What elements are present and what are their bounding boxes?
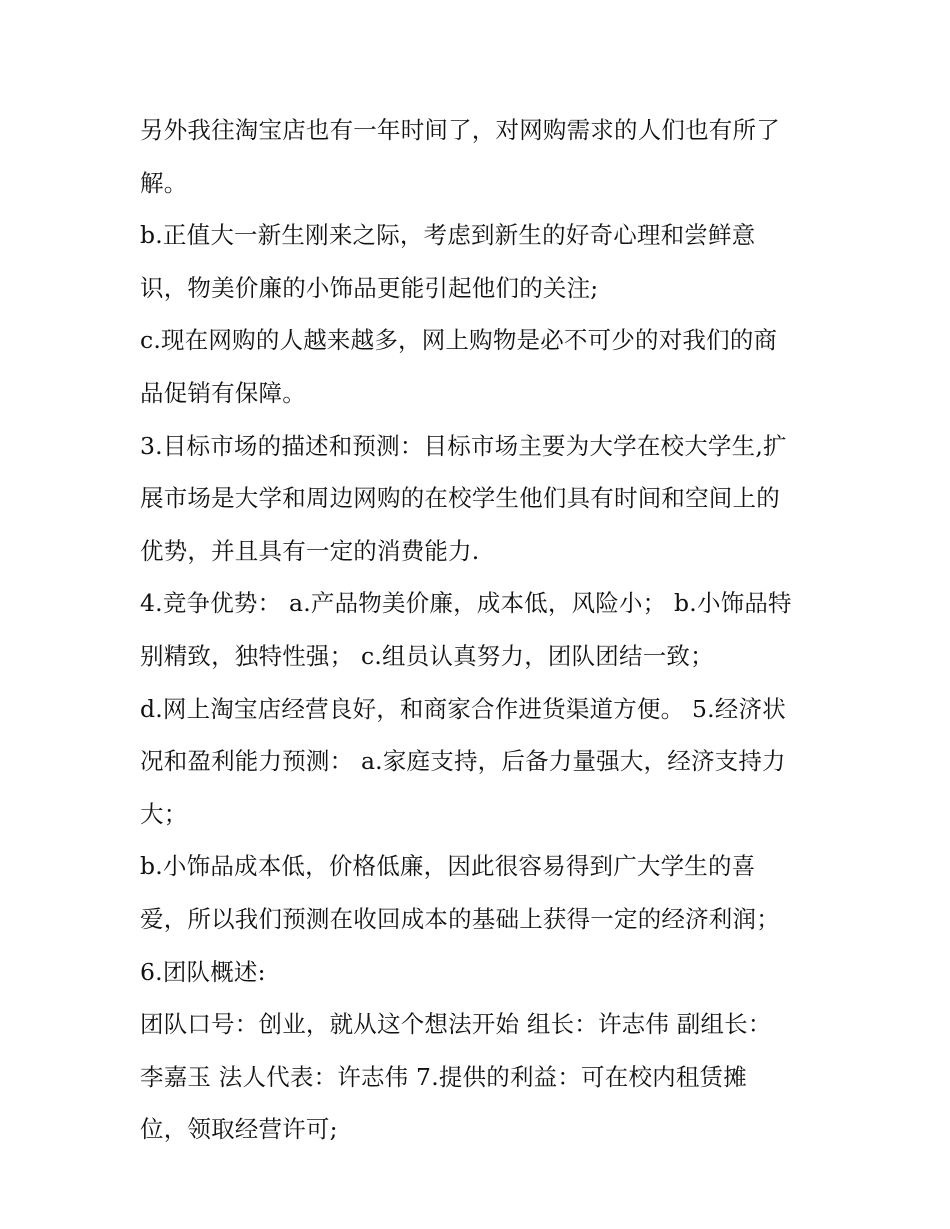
document-body xyxy=(140,110,820,1162)
text-line: d.网上淘宝店经营良好，和商家合作进货渠道方便。 5.经济状 xyxy=(140,694,786,723)
text-line: 位，领取经营许可; xyxy=(140,1115,338,1144)
text-line: 别精致，独特性强； c.组员认真努力，团队团结一致； xyxy=(140,641,714,670)
text-line: c.现在网购的人越来越多，网上购物是必不可少的对我们的商 xyxy=(140,326,778,355)
text-line: b.正值大一新生刚来之际，考虑到新生的好奇心理和尝鲜意 xyxy=(140,221,756,250)
text-line: 爱，所以我们预测在收回成本的基础上获得一定的经济利润； xyxy=(140,904,780,933)
text-line: 6.团队概述: xyxy=(140,957,266,986)
text-line: 大； xyxy=(140,799,188,828)
text-line: 优势，并且具有一定的消费能力. xyxy=(140,536,480,565)
text-line: 解。 xyxy=(140,168,188,197)
text-line: 3.目标市场的描述和预测：目标市场主要为大学在校大学生,扩 xyxy=(140,431,787,460)
text-line: 品促销有保障。 xyxy=(140,378,306,407)
text-line: 另外我往淘宝店也有一年时间了，对网购需求的人们也有所了 xyxy=(140,116,780,144)
text-line: 展市场是大学和周边网购的在校学生他们具有时间和空间上的 xyxy=(140,484,780,513)
text-line: 识，物美价廉的小饰品更能引起他们的关注; xyxy=(140,273,599,302)
text-line: 团队口号：创业，就从这个想法开始 组长：许志伟 副组长： xyxy=(140,1010,772,1039)
text-line: 李嘉玉 法人代表：许志伟 7.提供的利益：可在校内租赁摊 xyxy=(140,1062,747,1091)
text-line: 况和盈利能力预测： a.家庭支持，后备力量强大，经济支持力 xyxy=(140,747,786,776)
text-line: 4.竞争优势： a.产品物美价廉，成本低，风险小； b.小饰品特 xyxy=(140,589,792,618)
text-line: b.小饰品成本低，价格低廉，因此很容易得到广大学生的喜 xyxy=(140,852,756,881)
